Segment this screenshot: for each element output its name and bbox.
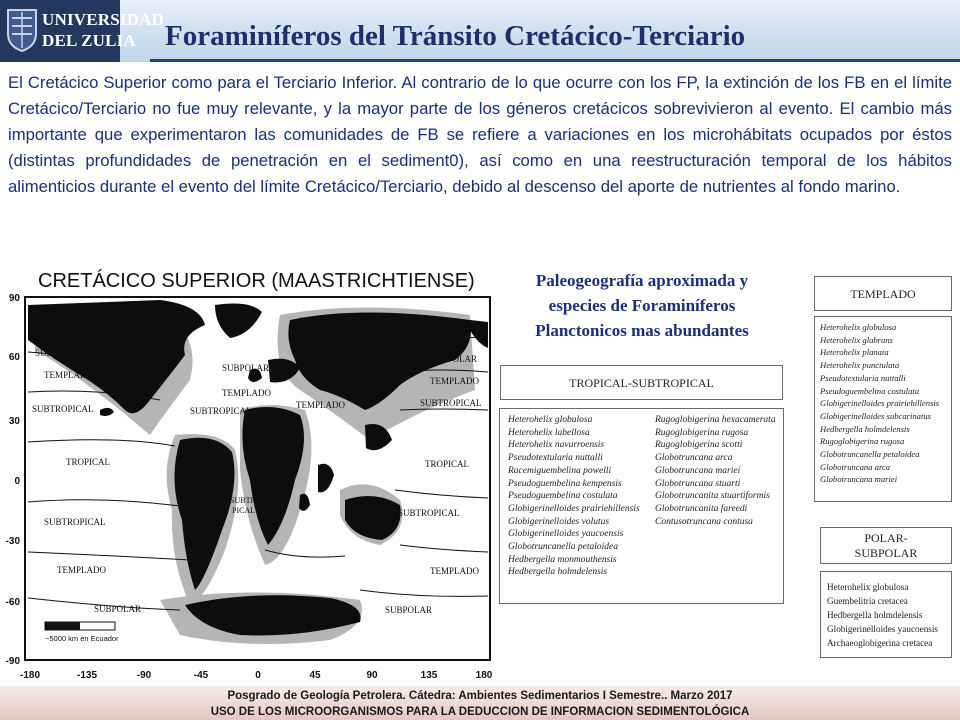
species-item: Globotruncana stuarti bbox=[655, 478, 741, 489]
y-tick-90: 90 bbox=[8, 293, 20, 304]
x-tick-m180: -180 bbox=[19, 670, 41, 681]
zone-polar-top: POLAR bbox=[292, 319, 322, 329]
species-item: Rugoglobigerina rugosa bbox=[655, 427, 749, 438]
species-item: Pseudoguembelina costulata bbox=[820, 385, 920, 396]
zone-templado-left: TEMPLADO bbox=[44, 370, 93, 380]
species-item: Rugoglobigerina rugosa bbox=[820, 436, 905, 447]
map-title: CRETÁCICO SUPERIOR (MAASTRICHTIENSE) bbox=[38, 270, 475, 292]
caption-line-3: Planctonicos mas abundantes bbox=[535, 321, 749, 340]
figure-caption bbox=[504, 268, 780, 343]
paleogeography-map bbox=[0, 260, 500, 685]
zone-subpolar-right-s: SUBPOLAR bbox=[385, 605, 433, 615]
zone-subpolar-bottom: SUBPOLAR bbox=[94, 604, 142, 614]
polar-heading-line-2: SUBPOLAR bbox=[854, 546, 918, 560]
footer-bar bbox=[0, 686, 960, 720]
zone-subtro-1: SUBTRO bbox=[230, 496, 262, 505]
species-item: Pseudoguembelina kempensis bbox=[508, 478, 622, 489]
zone-subtropical-left: SUBTROPICAL bbox=[32, 404, 94, 414]
species-item: Globigerinelloides prairiehillensis bbox=[820, 398, 940, 409]
species-item: Heterohelix globulosa bbox=[508, 415, 593, 425]
species-item: Globotruncanita fareedi bbox=[655, 503, 748, 514]
species-item: Globotruncana mariei bbox=[655, 465, 741, 476]
polar-heading-box bbox=[820, 527, 952, 564]
y-tick-60: 60 bbox=[8, 352, 20, 363]
species-item: Contusotruncana contusa bbox=[655, 516, 753, 527]
species-item: Racemiguembelina powelli bbox=[508, 465, 612, 476]
species-item: Hedbergella holmdelensis bbox=[827, 610, 923, 620]
x-tick-m135: -135 bbox=[76, 670, 98, 681]
species-item: Heterohelix globulosa bbox=[827, 582, 909, 592]
species-item: Globigerinelloides subcarinatus bbox=[820, 410, 931, 421]
species-item: Globotruncana mariei bbox=[820, 474, 898, 485]
tropical-col-2 bbox=[655, 414, 776, 528]
y-tick-m60: -60 bbox=[5, 597, 20, 608]
logo-line-2: DEL ZULIA bbox=[42, 31, 136, 50]
templado-species-box bbox=[814, 316, 952, 502]
species-item: Rugoglobigerina hexacamerata bbox=[655, 415, 776, 425]
templado-heading-box bbox=[814, 276, 952, 311]
zone-subpolar-left: SUBPOLAR bbox=[35, 348, 83, 358]
zone-subtro-2: PICAL bbox=[232, 506, 256, 515]
body-paragraph: El Cretácico Superior como para el Terciario Inferior. Al contrario de lo que ocurre con los FP, la extinción de los FB en el límite Cretácico/Terciario no fue muy relevante, y la mayor parte de los géneros cretácicos sobrevivieron al evento. El cambio más importante que experimentaron las comunidades de FB se refiere a variaciones en los microhábitats ocupados por éstos (distintas profundidades de penetración en el sediment0), así como en una reestructuración temporal de los hábitos alimenticios durante el evento del límite Cretácico/Terciario, debido al descenso del aporte de nutrientes al fondo marino. bbox=[8, 73, 952, 196]
species-item: Globotruncana arca bbox=[820, 461, 891, 472]
x-tick-45: 45 bbox=[309, 670, 321, 681]
zone-templado-left-s: TEMPLADO bbox=[57, 565, 106, 575]
title-divider bbox=[150, 59, 960, 62]
polar-species-box bbox=[820, 571, 952, 658]
footer-line-2: USO DE LOS MICROORGANISMOS PARA LA DEDUCCION DE INFORMACION SEDIMENTOLÓGICA bbox=[210, 706, 750, 718]
caption-line-2: especies de Foraminíferos bbox=[548, 296, 736, 315]
y-tick-0: 0 bbox=[14, 476, 20, 487]
species-item: Globotruncana arca bbox=[655, 453, 733, 464]
zone-tropical-right: TROPICAL bbox=[425, 459, 470, 469]
tropical-species-box bbox=[499, 408, 784, 604]
zone-subpolar-mid: SUBPOLAR bbox=[222, 363, 270, 373]
x-tick-m45: -45 bbox=[193, 670, 209, 681]
species-item: Guembelitria cretacea bbox=[827, 596, 908, 606]
page-title: Foraminíferos del Tránsito Cretácico-Terciario bbox=[165, 20, 746, 52]
species-item: Globigerinelloides yaucoensis bbox=[508, 529, 624, 540]
university-logo bbox=[0, 0, 165, 62]
caption-line-1: Paleogeografía aproximada y bbox=[535, 271, 749, 290]
species-item: Globigerinelloides volutus bbox=[508, 516, 610, 527]
species-item: Rugoglobigerina scotti bbox=[655, 440, 743, 451]
species-item: Globotruncanita stuartiformis bbox=[655, 491, 770, 502]
zone-tropical-left: TROPICAL bbox=[66, 457, 111, 467]
polar-heading-line-1: POLAR- bbox=[864, 531, 908, 545]
species-item: Globigerinelloides prairiehillensis bbox=[508, 503, 640, 514]
templado-heading: TEMPLADO bbox=[850, 287, 916, 301]
zone-subtropical-left-s: SUBTROPICAL bbox=[44, 517, 106, 527]
zone-subtropical-right: SUBTROPICAL bbox=[420, 398, 482, 408]
species-item: Heterohelix labellosa bbox=[508, 427, 590, 438]
tropical-heading-box bbox=[500, 365, 783, 400]
y-tick-30: 30 bbox=[8, 416, 20, 427]
tropical-col-1 bbox=[508, 414, 640, 579]
species-item: Pseudotextularia nuttalli bbox=[508, 453, 603, 464]
header-bar bbox=[0, 0, 960, 62]
species-item: Globotruncanella petaloidea bbox=[508, 542, 619, 553]
zone-templado-right-s: TEMPLADO bbox=[430, 566, 479, 576]
y-tick-m30: -30 bbox=[5, 536, 20, 547]
zone-templado-mid-a: TEMPLADO bbox=[222, 388, 271, 398]
x-tick-180: 180 bbox=[475, 670, 493, 681]
x-tick-135: 135 bbox=[420, 670, 438, 681]
species-item: Hedbergella holmdelensis bbox=[820, 423, 910, 434]
y-tick-m90: -90 bbox=[5, 656, 20, 667]
species-item: Heterohelix globulosa bbox=[820, 322, 897, 332]
zone-subtropical-right-s: SUBTROPICAL bbox=[398, 508, 460, 518]
species-item: Heterohelix planata bbox=[820, 347, 889, 358]
zone-polar-bottom: POLAR bbox=[243, 602, 273, 612]
footer-line-1: Posgrado de Geología Petrolera. Cátedra: Ambientes Sedimentarios I Semestre.. Marzo 2017 bbox=[227, 690, 733, 702]
zone-templado-mid-b: TEMPLADO bbox=[296, 400, 345, 410]
zone-templado-right: TEMPLADO bbox=[430, 376, 479, 386]
logo-text bbox=[42, 9, 164, 51]
zone-tropical-mid: TROPICAL bbox=[180, 446, 225, 456]
tropical-heading: TROPICAL-SUBTROPICAL bbox=[569, 376, 714, 390]
x-tick-m90: -90 bbox=[136, 670, 152, 681]
species-item: Heterohelix navarroensis bbox=[508, 440, 605, 451]
polar-list bbox=[827, 580, 938, 650]
species-item: Archaeoglobigerina cretacea bbox=[827, 638, 933, 648]
species-item: Pseudoguembelina costulata bbox=[508, 491, 618, 502]
x-tick-0: 0 bbox=[255, 670, 261, 681]
x-tick-90: 90 bbox=[366, 670, 378, 681]
zone-subpolar-right: SUBPOLAR bbox=[430, 354, 478, 364]
species-item: Globigerinelloides yaucoensis bbox=[827, 624, 938, 634]
templado-list bbox=[820, 321, 939, 486]
species-item: Heterohelix punctulata bbox=[820, 360, 900, 371]
species-item: Pseudotextularia nuttalli bbox=[820, 372, 906, 383]
species-item: Globotruncanella petaloidea bbox=[820, 449, 920, 460]
species-item: Hedbergella holmdelensis bbox=[508, 567, 608, 578]
zone-subtropical-mid: SUBTROPICAL bbox=[190, 406, 252, 416]
species-item: Heterohelix glabrans bbox=[820, 334, 893, 345]
scale-label: ~5000 km en Ecuador bbox=[45, 634, 119, 643]
species-item: Hedbergella monmouthensis bbox=[508, 554, 617, 565]
crest-icon bbox=[6, 8, 38, 52]
logo-line-1: UNIVERSIDAD bbox=[42, 10, 165, 29]
